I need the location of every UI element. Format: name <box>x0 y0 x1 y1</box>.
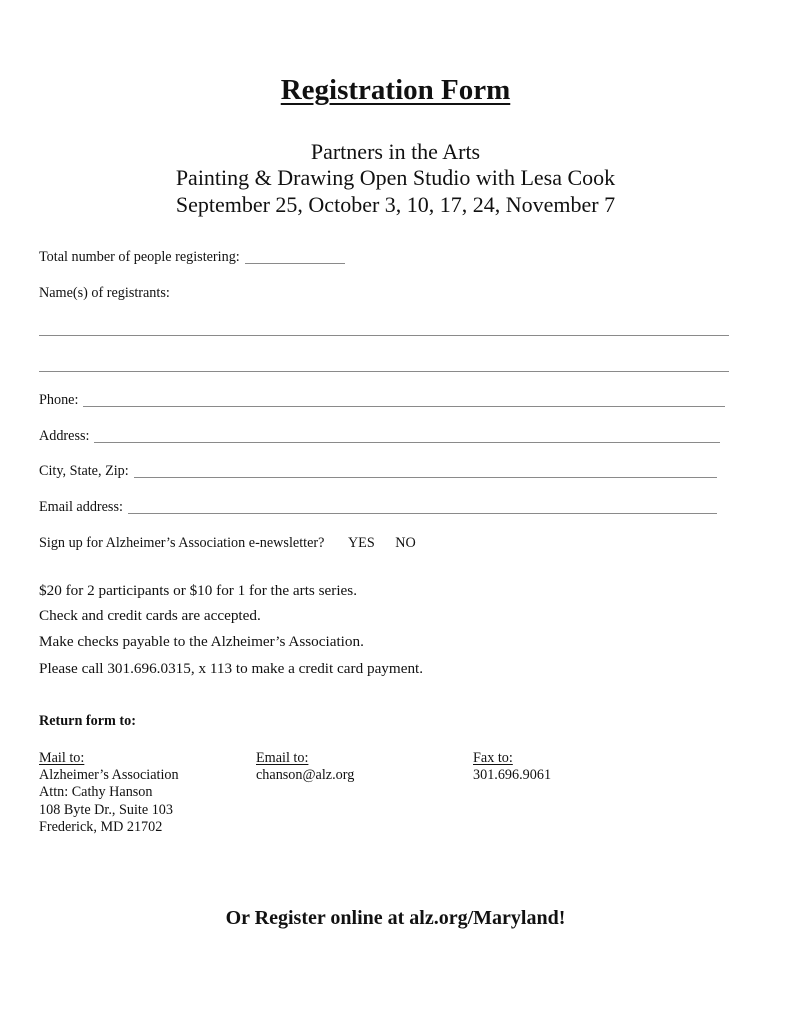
names-field-line-1[interactable] <box>39 335 729 336</box>
total-people-field[interactable] <box>245 249 345 264</box>
address-label: Address: <box>39 428 90 444</box>
total-people-row <box>39 249 345 266</box>
names-label: Name(s) of registrants: <box>39 285 170 301</box>
city-state-zip-field[interactable] <box>134 463 717 478</box>
newsletter-question: Sign up for Alzheimer’s Association e-newsletter? <box>39 535 325 551</box>
fax-to-column <box>473 750 551 784</box>
newsletter-yes-option[interactable]: YES <box>347 535 375 551</box>
newsletter-row <box>39 535 416 552</box>
program-dates: September 25, October 3, 10, 17, 24, November 7 <box>175 192 616 217</box>
city-state-zip-row <box>39 463 717 480</box>
phone-row <box>39 392 725 409</box>
phone-label: Phone: <box>39 392 79 408</box>
email-to-column <box>256 750 354 784</box>
city-state-zip-label: City, State, Zip: <box>39 463 129 479</box>
payment-methods: Check and credit cards are accepted. <box>39 607 261 624</box>
mail-line-attn: Attn: Cathy Hanson <box>39 784 153 801</box>
mail-line-city: Frederick, MD 21702 <box>39 818 163 835</box>
email-label: Email address: <box>39 499 123 515</box>
address-field[interactable] <box>94 428 720 443</box>
page-title: Registration Form <box>280 74 511 106</box>
payment-price: $20 for 2 participants or $10 for 1 for the arts series. <box>39 582 358 599</box>
newsletter-no-option[interactable]: NO <box>395 535 416 551</box>
email-to-label: Email to: <box>256 750 309 766</box>
email-row <box>39 499 717 516</box>
email-field[interactable] <box>128 499 717 514</box>
mail-line-org: Alzheimer’s Association <box>39 767 179 784</box>
payment-checks: Make checks payable to the Alzheimer’s Association. <box>39 633 364 650</box>
mail-to-label: Mail to: <box>39 750 85 766</box>
register-online-cta: Or Register online at alz.org/Maryland! <box>225 907 566 929</box>
email-to-address[interactable]: chanson@alz.org <box>256 767 355 784</box>
return-heading: Return form to: <box>39 713 136 729</box>
total-people-label: Total number of people registering: <box>39 249 240 265</box>
program-name: Partners in the Arts <box>310 139 481 164</box>
address-row <box>39 428 720 445</box>
fax-to-label: Fax to: <box>473 750 513 766</box>
payment-phone: Please call 301.696.0315, x 113 to make a credit card payment. <box>39 660 424 677</box>
mail-to-column <box>39 750 179 836</box>
mail-line-street: 108 Byte Dr., Suite 103 <box>39 801 173 818</box>
fax-number: 301.696.9061 <box>473 767 552 784</box>
program-description: Painting & Drawing Open Studio with Lesa Cook <box>175 165 616 190</box>
phone-field[interactable] <box>83 392 725 407</box>
names-field-line-2[interactable] <box>39 371 729 372</box>
